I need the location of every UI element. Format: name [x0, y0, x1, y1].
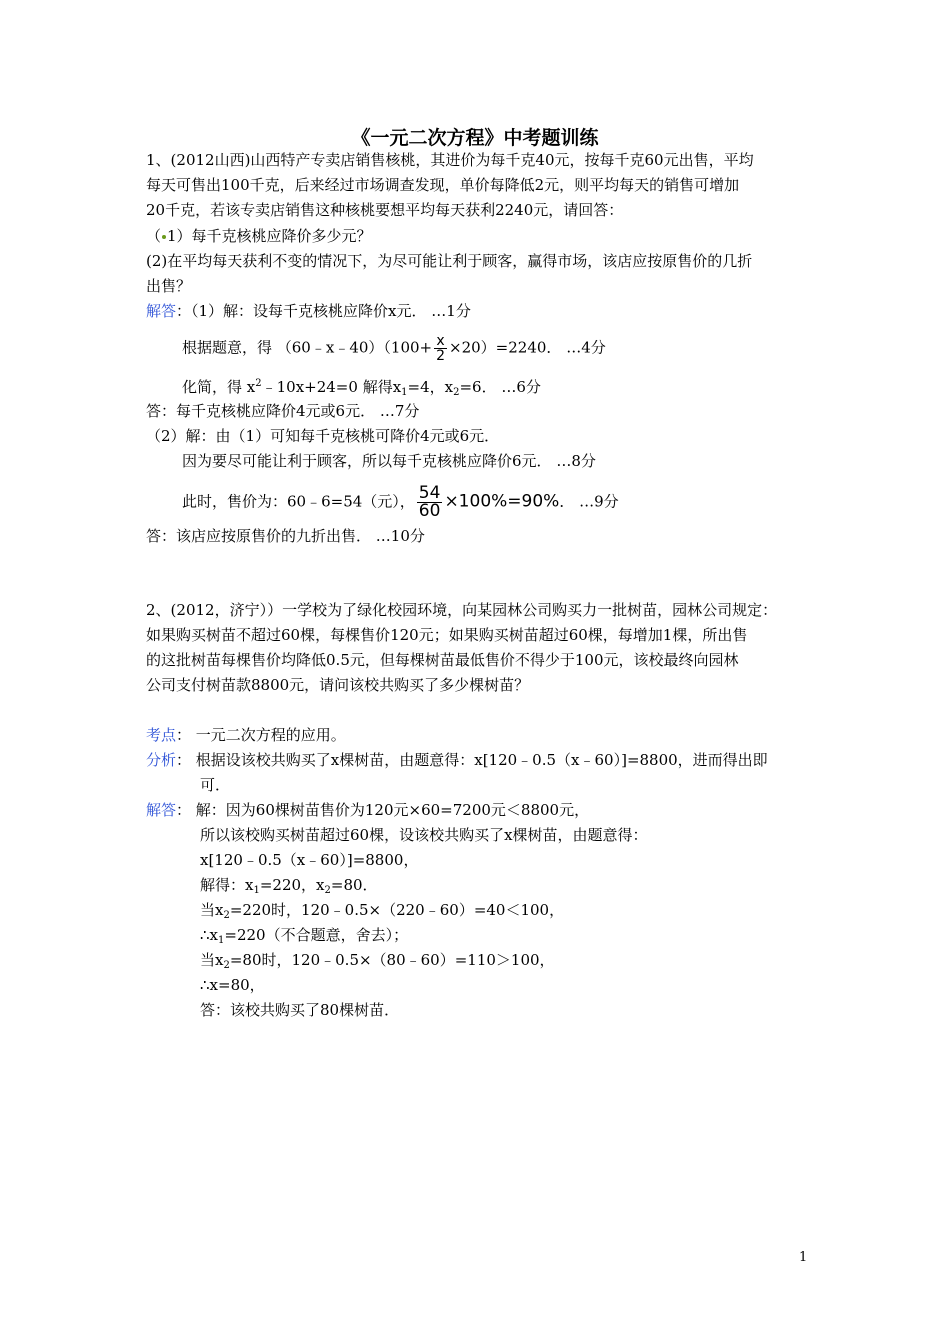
jieda-label: 解答 — [146, 801, 177, 819]
subscript: 1 — [401, 387, 408, 398]
price-suffix: ． …9分 — [559, 492, 619, 511]
problem1-line-1: 1、(2012山西)山西特产专卖店销售核桃，其进价为每千克40元，按每千克60元出售，平均 — [146, 151, 754, 169]
exponent: 2 — [255, 378, 262, 389]
fraction-54-over-60 — [417, 485, 443, 520]
solution1-simplify — [182, 378, 541, 396]
equation-suffix: ×20）=2240． …4分 — [449, 338, 606, 357]
jieda-line-2: 所以该校购买树苗超过60棵，设该校共购买了x棵树苗，由题意得： — [200, 826, 648, 844]
text: 当x — [200, 901, 224, 919]
solution1-label: 解答 — [146, 302, 177, 320]
problem1-question-1 — [146, 227, 372, 245]
kaodian-text: ： 一元二次方程的应用。 — [176, 726, 346, 744]
fenxi-text: ： 根据设该校共购买了x棵树苗，由题意得：x[120﹣0.5（x﹣60）]=8800，进而得出即 — [176, 751, 768, 769]
percent-expression: ×100%=90% — [444, 491, 560, 512]
equation-prefix: 根据题意，得 （60﹣x﹣40）（100+ — [182, 338, 433, 357]
text: =80时，120﹣0.5×（80﹣60）=110＞100， — [229, 951, 555, 969]
fraction-numerator: x — [434, 334, 447, 349]
subscript: 2 — [453, 387, 460, 398]
fenxi-label: 分析 — [146, 751, 177, 769]
problem2-line-3: 的这批树苗每棵售价均降低0.5元，但每棵树苗最低售价不得少于100元，该校最终向园林 — [146, 651, 739, 669]
subscript: 2 — [324, 885, 331, 896]
jieda-line-5 — [200, 901, 564, 919]
document-title: 《一元二次方程》中考题训练 — [351, 127, 599, 149]
subscript: 2 — [223, 910, 230, 921]
problem1-line-3: 20千克，若该专卖店销售这种核桃要想平均每天获利2240元，请回答： — [146, 201, 624, 219]
problem2-line-1: 2、(2012，济宁））一学校为了绿化校园环境，向某园林公司购买力一批树苗，园林公司规定： — [146, 601, 778, 619]
fenxi-line-1 — [146, 751, 768, 769]
fraction-x-over-2 — [434, 334, 447, 363]
subscript: 1 — [218, 935, 225, 946]
jieda-line-3: x[120﹣0.5（x﹣60）]=8800， — [200, 851, 419, 869]
green-dot-icon — [162, 235, 166, 239]
jieda-text: ： 解：因为60棵树苗售价为120元×60=7200元＜8800元， — [176, 801, 590, 819]
problem2-line-4: 公司支付树苗款8800元，请问该校共购买了多少棵树苗？ — [146, 676, 530, 694]
text: =220，x — [259, 876, 325, 894]
solution1-equation — [182, 334, 606, 363]
jieda-line-6 — [200, 926, 408, 944]
text: ∴x — [200, 926, 219, 944]
simplify-middle: ﹣10x+24=0 解得x — [261, 378, 402, 396]
jieda-answer: 答：该校共购买了80棵树苗． — [200, 1001, 400, 1019]
price-prefix: 此时，售价为：60﹣6=54（元）， — [182, 492, 415, 511]
problem2-line-2: 如果购买树苗不超过60棵，每棵售价120元；如果购买树苗超过60棵，每增加1棵，所出售 — [146, 626, 748, 644]
jieda-line-8: ∴x=80， — [200, 976, 265, 994]
solution1-price-line — [182, 485, 619, 520]
page-number: 1 — [799, 1250, 808, 1265]
simplify-middle-2: =4，x — [407, 378, 454, 396]
subscript: 2 — [223, 960, 230, 971]
fenxi-line-2: 可． — [200, 776, 231, 794]
simplify-prefix: 化简，得 x — [182, 378, 256, 396]
text: =220时，120﹣0.5×（220﹣60）=40＜100， — [229, 901, 565, 919]
q1-open-paren: （ — [146, 227, 162, 245]
solution1-answer-2: 答：该店应按原售价的九折出售． …10分 — [146, 527, 425, 545]
jieda-line-4 — [200, 876, 378, 894]
text: 解得：x — [200, 876, 254, 894]
solution1-part2-line-1: （2）解：由（1）可知每千克核桃可降价4元或6元． — [146, 427, 500, 445]
problem1-question-2-line-2: 出售？ — [146, 277, 192, 295]
problem1-line-2: 每天可售出100千克，后来经过市场调查发现，单价每降低2元，则平均每天的销售可增加 — [146, 176, 740, 194]
solution1-step-1: ：（1）解：设每千克核桃应降价x元． …1分 — [176, 302, 471, 320]
solution1-answer-1: 答：每千克核桃应降价4元或6元． …7分 — [146, 402, 420, 420]
jieda-line-1 — [146, 801, 589, 819]
simplify-suffix: =6． …6分 — [459, 378, 541, 396]
subscript: 1 — [253, 885, 260, 896]
text: =220（不合题意，舍去）； — [224, 926, 409, 944]
solution1-line-1 — [146, 302, 471, 320]
kaodian-label: 考点 — [146, 726, 177, 744]
problem1-question-2-line-1: (2)在平均每天获利不变的情况下，为尽可能让利于顾客，赢得市场，该店应按原售价的几折 — [146, 252, 753, 270]
jieda-line-7 — [200, 951, 555, 969]
fraction-numerator: 54 — [418, 483, 441, 503]
kaodian-line — [146, 726, 346, 744]
q1-text: 1）每千克核桃应降价多少元？ — [167, 227, 372, 245]
fraction-denominator: 60 — [418, 501, 441, 521]
fraction-denominator: 2 — [436, 348, 446, 364]
solution1-part2-line-2: 因为要尽可能让利于顾客，所以每千克核桃应降价6元． …8分 — [182, 452, 596, 470]
text: =80． — [330, 876, 378, 894]
text: 当x — [200, 951, 224, 969]
